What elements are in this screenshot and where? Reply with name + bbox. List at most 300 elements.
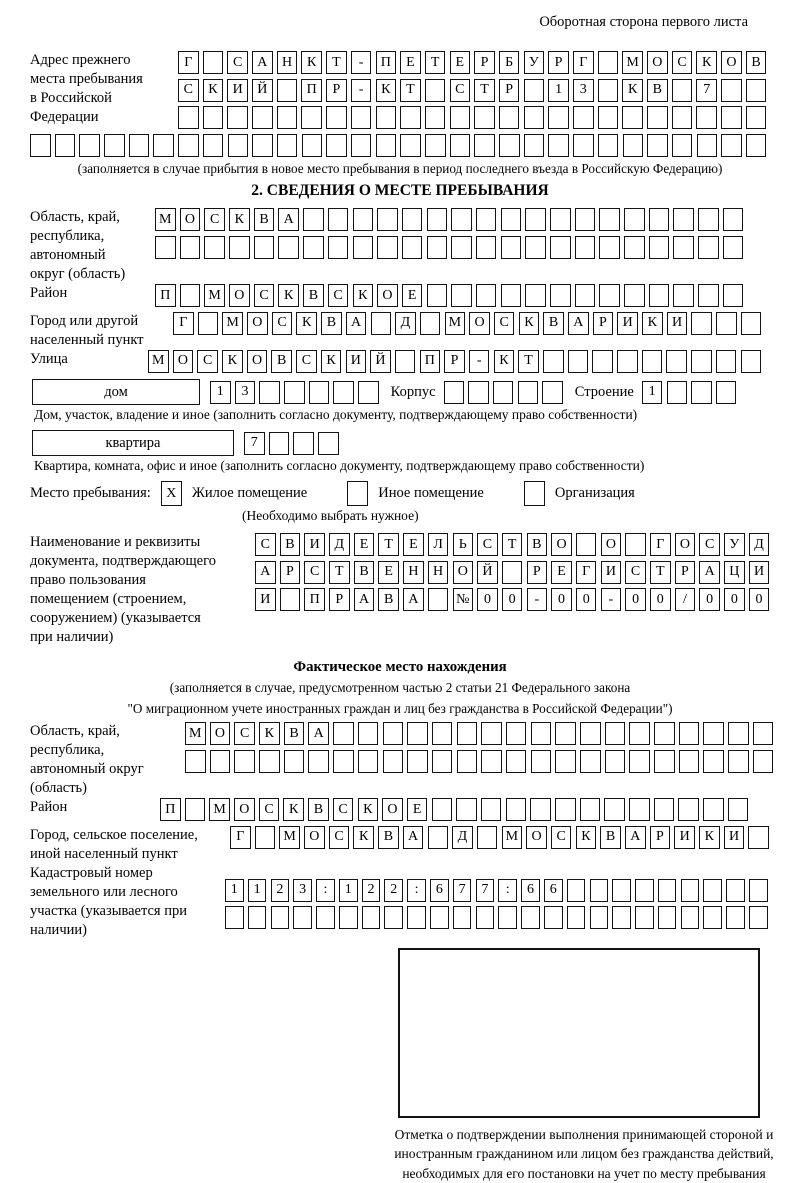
char-box: М xyxy=(155,208,176,231)
char-box xyxy=(599,236,620,259)
char-box: Е xyxy=(450,51,471,74)
char-box xyxy=(624,236,645,259)
char-box xyxy=(590,879,609,902)
char-box xyxy=(604,798,625,821)
fact-caption-2: "О миграционном учете иностранных граждан и лиц без гражданства в Российской Федерации") xyxy=(30,701,770,717)
char-box xyxy=(543,350,564,373)
char-box xyxy=(254,236,275,259)
char-box: В xyxy=(321,312,342,335)
char-box: К xyxy=(353,284,374,307)
char-box: М xyxy=(502,826,523,849)
char-box: М xyxy=(622,51,643,74)
char-box: Й xyxy=(252,79,273,102)
char-box xyxy=(624,208,645,231)
char-box xyxy=(210,750,231,773)
char-box: 0 xyxy=(576,588,597,611)
char-box: И xyxy=(304,533,325,556)
char-box: 6 xyxy=(430,879,449,902)
char-box: В xyxy=(600,826,621,849)
char-box xyxy=(277,134,298,157)
char-box xyxy=(524,134,545,157)
house-number-cells xyxy=(210,381,379,404)
char-box xyxy=(544,906,563,929)
char-box: 0 xyxy=(724,588,745,611)
char-box: С xyxy=(450,79,471,102)
char-box xyxy=(741,350,762,373)
char-box xyxy=(746,134,767,157)
char-box xyxy=(598,134,619,157)
char-box xyxy=(723,236,744,259)
char-box: Б xyxy=(499,51,520,74)
option-label-organization: Организация xyxy=(555,485,635,502)
char-box xyxy=(104,134,125,157)
char-box: О xyxy=(721,51,742,74)
char-box: 2 xyxy=(384,879,403,902)
char-box xyxy=(358,750,379,773)
char-box xyxy=(501,236,522,259)
char-box xyxy=(521,906,540,929)
char-box xyxy=(453,906,472,929)
char-box xyxy=(481,722,502,745)
char-box xyxy=(647,134,668,157)
char-box xyxy=(698,284,719,307)
char-box: А xyxy=(346,312,367,335)
apartment-number-cells xyxy=(244,432,339,455)
char-box xyxy=(703,906,722,929)
char-box xyxy=(573,106,594,129)
char-box xyxy=(280,588,301,611)
char-box: П xyxy=(301,79,322,102)
char-box xyxy=(575,284,596,307)
char-box xyxy=(383,722,404,745)
char-box xyxy=(30,134,51,157)
document-block xyxy=(30,533,770,647)
char-box xyxy=(333,381,354,404)
cadastre-row-1 xyxy=(225,879,768,902)
char-box xyxy=(185,798,206,821)
char-box xyxy=(301,106,322,129)
char-box: В xyxy=(308,798,329,821)
char-box: 1 xyxy=(210,381,231,404)
char-box xyxy=(629,798,650,821)
option-label-residential: Жилое помещение xyxy=(192,485,307,502)
char-box: 1 xyxy=(225,879,244,902)
char-box: Г xyxy=(573,51,594,74)
char-box: Н xyxy=(277,51,298,74)
char-box xyxy=(590,906,609,929)
char-box xyxy=(456,798,477,821)
char-box: Р xyxy=(326,79,347,102)
char-box: М xyxy=(148,350,169,373)
char-box: Р xyxy=(280,561,301,584)
char-box: К xyxy=(203,79,224,102)
char-box xyxy=(573,134,594,157)
char-box xyxy=(326,106,347,129)
char-box: - xyxy=(351,79,372,102)
char-box: С xyxy=(197,350,218,373)
char-box xyxy=(400,134,421,157)
char-box xyxy=(377,208,398,231)
char-box xyxy=(501,208,522,231)
char-box: Р xyxy=(675,561,696,584)
region-label: Область, край, республика, автономный округ (область) xyxy=(30,208,155,284)
char-box xyxy=(432,722,453,745)
char-box: 7 xyxy=(244,432,265,455)
char-box: К xyxy=(301,51,322,74)
stay-place-row xyxy=(30,481,770,506)
char-box xyxy=(726,879,745,902)
char-box: И xyxy=(227,79,248,102)
stamp-box xyxy=(398,948,760,1118)
char-box xyxy=(228,134,249,157)
char-box: Д xyxy=(329,533,350,556)
char-box: О xyxy=(647,51,668,74)
char-box: С xyxy=(254,284,275,307)
char-box: А xyxy=(403,588,424,611)
district-row xyxy=(155,284,743,307)
char-box xyxy=(328,208,349,231)
char-box: М xyxy=(222,312,243,335)
char-box: В xyxy=(378,588,399,611)
char-box xyxy=(407,750,428,773)
korpus-label: Корпус xyxy=(379,384,444,401)
checkbox-residential: X xyxy=(161,481,182,506)
char-box xyxy=(555,722,576,745)
char-box: О xyxy=(210,722,231,745)
char-box: Т xyxy=(474,79,495,102)
char-box: - xyxy=(527,588,548,611)
char-box xyxy=(691,381,712,404)
char-box: П xyxy=(155,284,176,307)
char-box: К xyxy=(576,826,597,849)
char-box xyxy=(568,350,589,373)
char-box xyxy=(198,312,219,335)
char-box: С xyxy=(304,561,325,584)
char-box: С xyxy=(178,79,199,102)
char-box xyxy=(499,134,520,157)
char-box xyxy=(451,236,472,259)
char-box: М xyxy=(279,826,300,849)
char-box: : xyxy=(407,879,426,902)
apartment-row xyxy=(32,430,770,456)
char-box xyxy=(468,381,489,404)
char-box: В xyxy=(254,208,275,231)
char-box xyxy=(567,879,586,902)
char-box xyxy=(457,722,478,745)
char-box xyxy=(679,722,700,745)
char-box xyxy=(518,381,539,404)
char-box: 1 xyxy=(548,79,569,102)
prev-address-row-1 xyxy=(178,51,766,74)
char-box xyxy=(428,588,449,611)
char-box xyxy=(255,826,276,849)
char-box xyxy=(622,106,643,129)
char-box xyxy=(654,798,675,821)
char-box xyxy=(703,750,724,773)
char-box xyxy=(420,312,441,335)
char-box xyxy=(427,208,448,231)
char-box xyxy=(598,79,619,102)
char-box: О xyxy=(229,284,250,307)
char-box xyxy=(259,750,280,773)
char-box xyxy=(402,208,423,231)
char-box xyxy=(673,284,694,307)
korpus-cells xyxy=(444,381,563,404)
char-box xyxy=(474,134,495,157)
char-box: Е xyxy=(551,561,572,584)
char-box: А xyxy=(354,588,375,611)
prev-address-row-2 xyxy=(178,79,766,102)
char-box: И xyxy=(749,561,770,584)
char-box: О xyxy=(304,826,325,849)
char-box: С xyxy=(699,533,720,556)
char-box: Р xyxy=(650,826,671,849)
char-box: А xyxy=(308,722,329,745)
char-box xyxy=(753,722,774,745)
char-box: Е xyxy=(407,798,428,821)
char-box xyxy=(481,798,502,821)
char-box: О xyxy=(526,826,547,849)
char-box: П xyxy=(420,350,441,373)
region-row-1 xyxy=(155,208,743,231)
char-box: А xyxy=(699,561,720,584)
char-box: Ь xyxy=(453,533,474,556)
checkbox-organization xyxy=(524,481,545,506)
char-box xyxy=(654,722,675,745)
char-box xyxy=(672,79,693,102)
char-box xyxy=(328,236,349,259)
char-box: В xyxy=(271,350,292,373)
char-box: Е xyxy=(402,284,423,307)
char-box xyxy=(672,106,693,129)
char-box: К xyxy=(321,350,342,373)
apartment-caption: Квартира, комната, офис и иное (заполнить согласно документу, подтверждающему право собственности) xyxy=(34,458,770,474)
char-box xyxy=(746,79,767,102)
fact-district-block xyxy=(30,798,770,826)
char-box xyxy=(550,208,571,231)
char-box xyxy=(477,826,498,849)
char-box xyxy=(303,236,324,259)
char-box xyxy=(430,906,449,929)
char-box xyxy=(658,906,677,929)
char-box xyxy=(384,906,403,929)
char-box: О xyxy=(382,798,403,821)
char-box xyxy=(721,106,742,129)
prev-address-row-4 xyxy=(30,134,770,157)
char-box xyxy=(284,381,305,404)
char-box xyxy=(666,350,687,373)
char-box xyxy=(501,284,522,307)
char-box: С xyxy=(672,51,693,74)
char-box: 0 xyxy=(551,588,572,611)
char-box: С xyxy=(333,798,354,821)
char-box: О xyxy=(551,533,572,556)
district-label: Район xyxy=(30,284,155,303)
char-box xyxy=(155,236,176,259)
char-box: Е xyxy=(403,533,424,556)
char-box xyxy=(599,284,620,307)
char-box xyxy=(703,798,724,821)
char-box: У xyxy=(524,51,545,74)
char-box: О xyxy=(601,533,622,556)
char-box xyxy=(308,750,329,773)
char-box xyxy=(358,722,379,745)
char-box: 0 xyxy=(749,588,770,611)
char-box: О xyxy=(469,312,490,335)
char-box: 3 xyxy=(235,381,256,404)
char-box xyxy=(227,106,248,129)
char-box: И xyxy=(617,312,638,335)
char-box: Й xyxy=(370,350,391,373)
char-box xyxy=(293,906,312,929)
char-box: У xyxy=(724,533,745,556)
char-box xyxy=(721,79,742,102)
char-box: С xyxy=(296,350,317,373)
char-box xyxy=(358,381,379,404)
char-box xyxy=(55,134,76,157)
char-box xyxy=(575,236,596,259)
char-box: К xyxy=(283,798,304,821)
char-box: С xyxy=(551,826,572,849)
char-box: 1 xyxy=(642,381,663,404)
char-box xyxy=(542,381,563,404)
fact-city-label: Город, сельское поселение, иной населенный пункт xyxy=(30,826,230,864)
char-box xyxy=(259,381,280,404)
char-box xyxy=(612,879,631,902)
char-box: К xyxy=(494,350,515,373)
char-box xyxy=(678,798,699,821)
char-box xyxy=(635,906,654,929)
char-box xyxy=(531,750,552,773)
char-box: С xyxy=(625,561,646,584)
char-box: 6 xyxy=(521,879,540,902)
char-box xyxy=(716,312,737,335)
char-box: Т xyxy=(400,79,421,102)
char-box: О xyxy=(180,208,201,231)
char-box: И xyxy=(674,826,695,849)
prev-address-label: Адрес прежнего места пребывания в Российской Федерации xyxy=(30,51,178,127)
char-box: И xyxy=(667,312,688,335)
char-box: П xyxy=(304,588,325,611)
char-box xyxy=(580,798,601,821)
corner-note: Оборотная сторона первого листа xyxy=(30,14,770,31)
char-box xyxy=(530,798,551,821)
char-box xyxy=(400,106,421,129)
char-box xyxy=(605,722,626,745)
char-box xyxy=(716,381,737,404)
char-box xyxy=(293,432,314,455)
char-box xyxy=(425,134,446,157)
char-box xyxy=(703,722,724,745)
char-box: П xyxy=(376,51,397,74)
stay-place-label: Место пребывания: xyxy=(30,485,151,502)
char-box xyxy=(271,906,290,929)
street-block xyxy=(30,350,770,378)
char-box xyxy=(617,350,638,373)
char-box xyxy=(548,106,569,129)
char-box xyxy=(580,750,601,773)
char-box xyxy=(353,236,374,259)
char-box xyxy=(502,561,523,584)
char-box: Г xyxy=(173,312,194,335)
char-box: Ц xyxy=(724,561,745,584)
char-box: С xyxy=(477,533,498,556)
char-box: А xyxy=(568,312,589,335)
char-box xyxy=(698,208,719,231)
char-box xyxy=(185,750,206,773)
char-box: О xyxy=(234,798,255,821)
char-box xyxy=(203,106,224,129)
char-box: К xyxy=(222,350,243,373)
char-box xyxy=(506,798,527,821)
char-box xyxy=(524,106,545,129)
char-box xyxy=(427,284,448,307)
char-box: 0 xyxy=(625,588,646,611)
char-box xyxy=(476,284,497,307)
char-box xyxy=(474,106,495,129)
char-box: Й xyxy=(477,561,498,584)
char-box xyxy=(333,722,354,745)
char-box: Г xyxy=(650,533,671,556)
char-box: М xyxy=(204,284,225,307)
char-box xyxy=(277,106,298,129)
char-box: К xyxy=(278,284,299,307)
char-box xyxy=(555,798,576,821)
char-box xyxy=(476,906,495,929)
char-box xyxy=(575,208,596,231)
char-box: О xyxy=(173,350,194,373)
char-box xyxy=(548,134,569,157)
char-box: С xyxy=(329,826,350,849)
char-box xyxy=(229,236,250,259)
option-label-other-premises: Иное помещение xyxy=(378,485,484,502)
char-box: Е xyxy=(354,533,375,556)
char-box xyxy=(353,208,374,231)
char-box xyxy=(302,134,323,157)
char-box: В xyxy=(543,312,564,335)
char-box xyxy=(625,533,646,556)
char-box xyxy=(673,236,694,259)
char-box xyxy=(204,236,225,259)
district-block xyxy=(30,284,770,312)
char-box: В xyxy=(303,284,324,307)
char-box xyxy=(599,208,620,231)
char-box: 0 xyxy=(477,588,498,611)
fact-region-row-1 xyxy=(185,722,773,745)
char-box: О xyxy=(247,350,268,373)
char-box: 0 xyxy=(699,588,720,611)
char-box xyxy=(407,906,426,929)
char-box: 3 xyxy=(293,879,312,902)
char-box xyxy=(303,208,324,231)
char-box xyxy=(203,134,224,157)
char-box: Г xyxy=(230,826,251,849)
char-box: С xyxy=(328,284,349,307)
char-box: 3 xyxy=(573,79,594,102)
char-box xyxy=(723,284,744,307)
char-box xyxy=(498,906,517,929)
char-box xyxy=(726,906,745,929)
char-box xyxy=(326,134,347,157)
char-box: Т xyxy=(329,561,350,584)
prev-address-block xyxy=(30,51,770,134)
fact-region-label: Область, край, республика, автономный округ (область) xyxy=(30,722,185,798)
char-box: В xyxy=(378,826,399,849)
char-box: О xyxy=(247,312,268,335)
char-box xyxy=(278,236,299,259)
char-box: Т xyxy=(650,561,671,584)
char-box xyxy=(450,134,471,157)
